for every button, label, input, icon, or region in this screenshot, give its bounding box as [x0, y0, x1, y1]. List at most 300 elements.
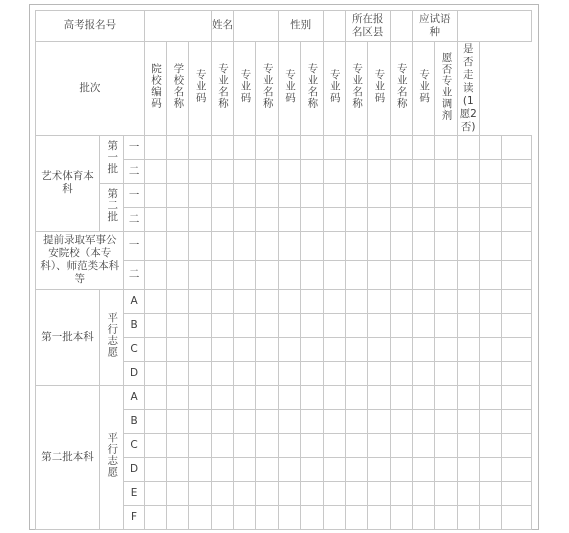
entry-cell[interactable] [323, 506, 345, 530]
entry-cell[interactable] [256, 458, 278, 482]
entry-cell[interactable] [412, 261, 434, 290]
entry-cell[interactable] [390, 314, 412, 338]
entry-cell[interactable] [345, 160, 367, 184]
entry-cell[interactable] [390, 482, 412, 506]
entry-cell[interactable] [368, 184, 390, 208]
entry-cell[interactable] [234, 314, 256, 338]
entry-cell[interactable] [457, 410, 479, 434]
entry-cell[interactable] [390, 506, 412, 530]
major-code-header: 专业码 [323, 42, 345, 136]
entry-cell[interactable] [167, 290, 189, 314]
entry-cell[interactable] [323, 232, 345, 261]
entry-cell[interactable] [345, 136, 367, 160]
entry-cell[interactable] [435, 314, 457, 338]
entry-cell[interactable] [479, 434, 501, 458]
entry-cell[interactable] [412, 434, 434, 458]
region-label: 所在报名区县 [345, 11, 390, 42]
exam-no-field[interactable] [144, 11, 211, 42]
entry-cell[interactable] [345, 386, 367, 410]
entry-cell[interactable] [323, 410, 345, 434]
entry-cell[interactable] [368, 482, 390, 506]
entry-cell[interactable] [144, 314, 166, 338]
entry-cell[interactable] [256, 362, 278, 386]
inst-code-header: 院校编码 [144, 42, 166, 136]
entry-cell[interactable] [211, 232, 233, 261]
entry-cell[interactable] [256, 261, 278, 290]
entry-cell[interactable] [435, 136, 457, 160]
entry-cell[interactable] [278, 290, 300, 314]
entry-cell[interactable] [412, 160, 434, 184]
entry-cell[interactable] [256, 386, 278, 410]
entry-cell[interactable] [345, 362, 367, 386]
entry-cell[interactable] [345, 338, 367, 362]
entry-cell[interactable] [211, 434, 233, 458]
entry-cell[interactable] [368, 261, 390, 290]
table-row [36, 232, 532, 261]
entry-cell[interactable] [144, 184, 166, 208]
school-name-header: 学校名称 [167, 42, 189, 136]
entry-cell[interactable] [278, 314, 300, 338]
entry-cell[interactable] [368, 458, 390, 482]
name-field[interactable] [234, 11, 279, 42]
entry-cell[interactable] [479, 458, 501, 482]
gender-field[interactable] [323, 11, 345, 42]
column-header-row [36, 42, 532, 136]
entry-cell[interactable] [412, 184, 434, 208]
entry-cell[interactable] [502, 136, 532, 160]
entry-cell[interactable] [278, 386, 300, 410]
entry-cell[interactable] [278, 410, 300, 434]
entry-cell[interactable] [167, 208, 189, 232]
entry-cell[interactable] [412, 458, 434, 482]
entry-cell[interactable] [502, 338, 532, 362]
entry-cell[interactable] [435, 362, 457, 386]
table-row [36, 136, 532, 160]
entry-cell[interactable] [144, 136, 166, 160]
entry-cell[interactable] [390, 410, 412, 434]
entry-cell[interactable] [256, 184, 278, 208]
entry-cell[interactable] [234, 290, 256, 314]
entry-cell[interactable] [189, 410, 211, 434]
entry-cell[interactable] [256, 338, 278, 362]
entry-cell[interactable] [435, 458, 457, 482]
entry-cell[interactable] [390, 458, 412, 482]
entry-cell[interactable] [390, 136, 412, 160]
entry-cell[interactable] [435, 184, 457, 208]
entry-cell[interactable] [435, 232, 457, 261]
entry-cell[interactable] [479, 482, 501, 506]
entry-cell[interactable] [457, 184, 479, 208]
entry-cell[interactable] [256, 410, 278, 434]
entry-cell[interactable] [278, 482, 300, 506]
entry-cell[interactable] [256, 482, 278, 506]
entry-cell[interactable] [479, 290, 501, 314]
entry-cell[interactable] [368, 136, 390, 160]
entry-cell[interactable] [345, 208, 367, 232]
entry-cell[interactable] [323, 208, 345, 232]
entry-cell[interactable] [368, 160, 390, 184]
entry-cell[interactable] [278, 338, 300, 362]
entry-cell[interactable] [278, 362, 300, 386]
entry-cell[interactable] [167, 410, 189, 434]
entry-cell[interactable] [435, 410, 457, 434]
entry-cell[interactable] [167, 314, 189, 338]
entry-cell[interactable] [479, 261, 501, 290]
entry-cell[interactable] [345, 458, 367, 482]
entry-cell[interactable] [502, 386, 532, 410]
entry-cell[interactable] [479, 506, 501, 530]
entry-cell[interactable] [345, 410, 367, 434]
entry-cell[interactable] [323, 482, 345, 506]
entry-cell[interactable] [435, 434, 457, 458]
entry-cell[interactable] [345, 232, 367, 261]
entry-cell[interactable] [345, 290, 367, 314]
entry-cell[interactable] [368, 338, 390, 362]
entry-cell[interactable] [278, 208, 300, 232]
entry-cell[interactable] [256, 290, 278, 314]
entry-cell[interactable] [189, 232, 211, 261]
entry-cell[interactable] [211, 506, 233, 530]
choice-letter: D [124, 458, 144, 482]
entry-cell[interactable] [368, 506, 390, 530]
entry-cell[interactable] [167, 482, 189, 506]
entry-cell[interactable] [390, 184, 412, 208]
entry-cell[interactable] [502, 261, 532, 290]
entry-cell[interactable] [457, 261, 479, 290]
entry-cell[interactable] [323, 136, 345, 160]
entry-cell[interactable] [278, 136, 300, 160]
entry-cell[interactable] [189, 506, 211, 530]
entry-cell[interactable] [502, 458, 532, 482]
entry-cell[interactable] [345, 434, 367, 458]
entry-cell[interactable] [211, 208, 233, 232]
batch-header: 批次 [36, 42, 145, 136]
entry-cell[interactable] [144, 261, 166, 290]
entry-cell[interactable] [144, 160, 166, 184]
entry-cell[interactable] [368, 410, 390, 434]
entry-cell[interactable] [234, 232, 256, 261]
entry-cell[interactable] [368, 386, 390, 410]
entry-cell[interactable] [144, 290, 166, 314]
entry-cell[interactable] [278, 160, 300, 184]
entry-cell[interactable] [323, 338, 345, 362]
entry-cell[interactable] [189, 290, 211, 314]
entry-cell[interactable] [457, 136, 479, 160]
entry-cell[interactable] [323, 184, 345, 208]
entry-cell[interactable] [301, 338, 323, 362]
entry-cell[interactable] [412, 232, 434, 261]
entry-cell[interactable] [167, 232, 189, 261]
entry-cell[interactable] [457, 290, 479, 314]
entry-cell[interactable] [211, 482, 233, 506]
entry-cell[interactable] [144, 458, 166, 482]
entry-cell[interactable] [502, 232, 532, 261]
entry-cell[interactable] [189, 434, 211, 458]
entry-cell[interactable] [435, 482, 457, 506]
entry-cell[interactable] [435, 160, 457, 184]
entry-cell[interactable] [457, 506, 479, 530]
entry-cell[interactable] [144, 232, 166, 261]
entry-cell[interactable] [189, 314, 211, 338]
entry-cell[interactable] [167, 386, 189, 410]
entry-cell[interactable] [457, 208, 479, 232]
entry-cell[interactable] [189, 482, 211, 506]
entry-cell[interactable] [457, 338, 479, 362]
entry-cell[interactable] [189, 338, 211, 362]
entry-cell[interactable] [502, 410, 532, 434]
table-row [36, 290, 532, 314]
entry-cell[interactable] [412, 314, 434, 338]
entry-cell[interactable] [256, 314, 278, 338]
entry-cell[interactable] [144, 386, 166, 410]
entry-cell[interactable] [479, 160, 501, 184]
entry-cell[interactable] [234, 261, 256, 290]
entry-cell[interactable] [144, 482, 166, 506]
entry-cell[interactable] [234, 136, 256, 160]
language-field[interactable] [457, 11, 531, 42]
entry-cell[interactable] [211, 290, 233, 314]
entry-cell[interactable] [144, 338, 166, 362]
entry-cell[interactable] [278, 184, 300, 208]
entry-cell[interactable] [345, 482, 367, 506]
entry-cell[interactable] [323, 458, 345, 482]
entry-cell[interactable] [189, 208, 211, 232]
entry-cell[interactable] [301, 232, 323, 261]
entry-cell[interactable] [412, 362, 434, 386]
entry-cell[interactable] [234, 362, 256, 386]
entry-cell[interactable] [390, 386, 412, 410]
entry-cell[interactable] [479, 208, 501, 232]
major-name-header: 专业名称 [390, 42, 412, 136]
entry-cell[interactable] [435, 506, 457, 530]
entry-cell[interactable] [256, 136, 278, 160]
entry-cell[interactable] [167, 458, 189, 482]
entry-cell[interactable] [189, 184, 211, 208]
entry-cell[interactable] [368, 208, 390, 232]
entry-cell[interactable] [301, 434, 323, 458]
entry-cell[interactable] [412, 136, 434, 160]
gender-label: 性别 [278, 11, 323, 42]
entry-cell[interactable] [167, 136, 189, 160]
entry-cell[interactable] [189, 458, 211, 482]
entry-cell[interactable] [390, 261, 412, 290]
entry-cell[interactable] [167, 338, 189, 362]
entry-cell[interactable] [189, 386, 211, 410]
entry-cell[interactable] [435, 261, 457, 290]
entry-cell[interactable] [301, 208, 323, 232]
entry-cell[interactable] [144, 434, 166, 458]
entry-cell[interactable] [301, 458, 323, 482]
entry-cell[interactable] [211, 184, 233, 208]
entry-cell[interactable] [502, 160, 532, 184]
entry-cell[interactable] [189, 362, 211, 386]
entry-cell[interactable] [345, 261, 367, 290]
entry-cell[interactable] [435, 386, 457, 410]
entry-cell[interactable] [323, 434, 345, 458]
entry-cell[interactable] [256, 232, 278, 261]
entry-cell[interactable] [479, 410, 501, 434]
entry-cell[interactable] [301, 160, 323, 184]
entry-cell[interactable] [323, 160, 345, 184]
entry-cell[interactable] [457, 434, 479, 458]
entry-cell[interactable] [479, 232, 501, 261]
exam-no-label: 高考报名号 [36, 11, 145, 42]
entry-cell[interactable] [412, 208, 434, 232]
entry-cell[interactable] [234, 410, 256, 434]
entry-cell[interactable] [234, 338, 256, 362]
entry-cell[interactable] [189, 261, 211, 290]
entry-cell[interactable] [211, 386, 233, 410]
entry-cell[interactable] [167, 362, 189, 386]
entry-cell[interactable] [457, 386, 479, 410]
entry-cell[interactable] [457, 160, 479, 184]
entry-cell[interactable] [211, 410, 233, 434]
entry-cell[interactable] [323, 386, 345, 410]
entry-cell[interactable] [368, 434, 390, 458]
entry-cell[interactable] [301, 261, 323, 290]
entry-cell[interactable] [502, 434, 532, 458]
entry-cell[interactable] [278, 261, 300, 290]
entry-cell[interactable] [256, 160, 278, 184]
entry-cell[interactable] [301, 362, 323, 386]
entry-cell[interactable] [368, 362, 390, 386]
entry-cell[interactable] [278, 458, 300, 482]
entry-cell[interactable] [502, 184, 532, 208]
choice-letter: B [124, 314, 144, 338]
entry-cell[interactable] [390, 362, 412, 386]
entry-cell[interactable] [457, 232, 479, 261]
entry-cell[interactable] [167, 160, 189, 184]
entry-cell[interactable] [301, 290, 323, 314]
entry-cell[interactable] [323, 261, 345, 290]
entry-cell[interactable] [412, 338, 434, 362]
entry-cell[interactable] [234, 482, 256, 506]
entry-cell[interactable] [301, 314, 323, 338]
entry-cell[interactable] [479, 314, 501, 338]
entry-cell[interactable] [211, 261, 233, 290]
entry-cell[interactable] [390, 290, 412, 314]
entry-cell[interactable] [502, 314, 532, 338]
entry-cell[interactable] [412, 290, 434, 314]
entry-cell[interactable] [368, 232, 390, 261]
entry-cell[interactable] [144, 506, 166, 530]
entry-cell[interactable] [301, 482, 323, 506]
entry-cell[interactable] [167, 261, 189, 290]
entry-cell[interactable] [278, 232, 300, 261]
entry-cell[interactable] [502, 506, 532, 530]
entry-cell[interactable] [368, 290, 390, 314]
entry-cell[interactable] [234, 160, 256, 184]
entry-cell[interactable] [301, 386, 323, 410]
entry-cell[interactable] [301, 506, 323, 530]
entry-cell[interactable] [345, 506, 367, 530]
entry-cell[interactable] [234, 184, 256, 208]
entry-cell[interactable] [435, 338, 457, 362]
entry-cell[interactable] [479, 362, 501, 386]
entry-cell[interactable] [479, 338, 501, 362]
entry-cell[interactable] [167, 434, 189, 458]
row-mark: 二 [124, 208, 144, 232]
language-label: 应试语种 [412, 11, 457, 42]
entry-cell[interactable] [211, 362, 233, 386]
row-mark: 二 [124, 160, 144, 184]
entry-cell[interactable] [323, 290, 345, 314]
entry-cell[interactable] [234, 506, 256, 530]
entry-cell[interactable] [234, 386, 256, 410]
entry-cell[interactable] [211, 314, 233, 338]
entry-cell[interactable] [301, 410, 323, 434]
entry-cell[interactable] [390, 232, 412, 261]
entry-cell[interactable] [412, 410, 434, 434]
entry-cell[interactable] [211, 136, 233, 160]
art-batch1-label: 第一批 [100, 136, 124, 184]
major-code-header: 专业码 [234, 42, 256, 136]
entry-cell[interactable] [167, 506, 189, 530]
entry-cell[interactable] [479, 386, 501, 410]
entry-cell[interactable] [189, 160, 211, 184]
entry-cell[interactable] [278, 434, 300, 458]
entry-cell[interactable] [345, 314, 367, 338]
second-parallel-label: 平行志愿 [100, 386, 124, 530]
entry-cell[interactable] [256, 506, 278, 530]
entry-cell[interactable] [256, 208, 278, 232]
entry-cell[interactable] [502, 482, 532, 506]
entry-cell[interactable] [211, 160, 233, 184]
volunteer-table [35, 10, 532, 530]
entry-cell[interactable] [502, 208, 532, 232]
entry-cell[interactable] [390, 208, 412, 232]
entry-cell[interactable] [144, 362, 166, 386]
entry-cell[interactable] [211, 338, 233, 362]
entry-cell[interactable] [457, 458, 479, 482]
entry-cell[interactable] [368, 314, 390, 338]
entry-cell[interactable] [301, 184, 323, 208]
entry-cell[interactable] [234, 458, 256, 482]
entry-cell[interactable] [234, 434, 256, 458]
entry-cell[interactable] [278, 506, 300, 530]
entry-cell[interactable] [457, 362, 479, 386]
entry-cell[interactable] [234, 208, 256, 232]
entry-cell[interactable] [457, 482, 479, 506]
entry-cell[interactable] [390, 434, 412, 458]
entry-cell[interactable] [323, 362, 345, 386]
region-field[interactable] [390, 11, 412, 42]
entry-cell[interactable] [144, 208, 166, 232]
entry-cell[interactable] [479, 136, 501, 160]
adjust-header: 愿否专业调剂 [435, 42, 457, 136]
entry-cell[interactable] [390, 338, 412, 362]
entry-cell[interactable] [412, 386, 434, 410]
entry-cell[interactable] [323, 314, 345, 338]
choice-letter: B [124, 410, 144, 434]
entry-cell[interactable] [412, 506, 434, 530]
entry-cell[interactable] [502, 290, 532, 314]
entry-cell[interactable] [435, 290, 457, 314]
entry-cell[interactable] [144, 410, 166, 434]
entry-cell[interactable] [301, 136, 323, 160]
entry-cell[interactable] [167, 184, 189, 208]
entry-cell[interactable] [479, 184, 501, 208]
entry-cell[interactable] [211, 458, 233, 482]
entry-cell[interactable] [345, 184, 367, 208]
entry-cell[interactable] [435, 208, 457, 232]
entry-cell[interactable] [390, 160, 412, 184]
entry-cell[interactable] [502, 362, 532, 386]
entry-cell[interactable] [457, 314, 479, 338]
entry-cell[interactable] [256, 434, 278, 458]
entry-cell[interactable] [412, 482, 434, 506]
entry-cell[interactable] [189, 136, 211, 160]
